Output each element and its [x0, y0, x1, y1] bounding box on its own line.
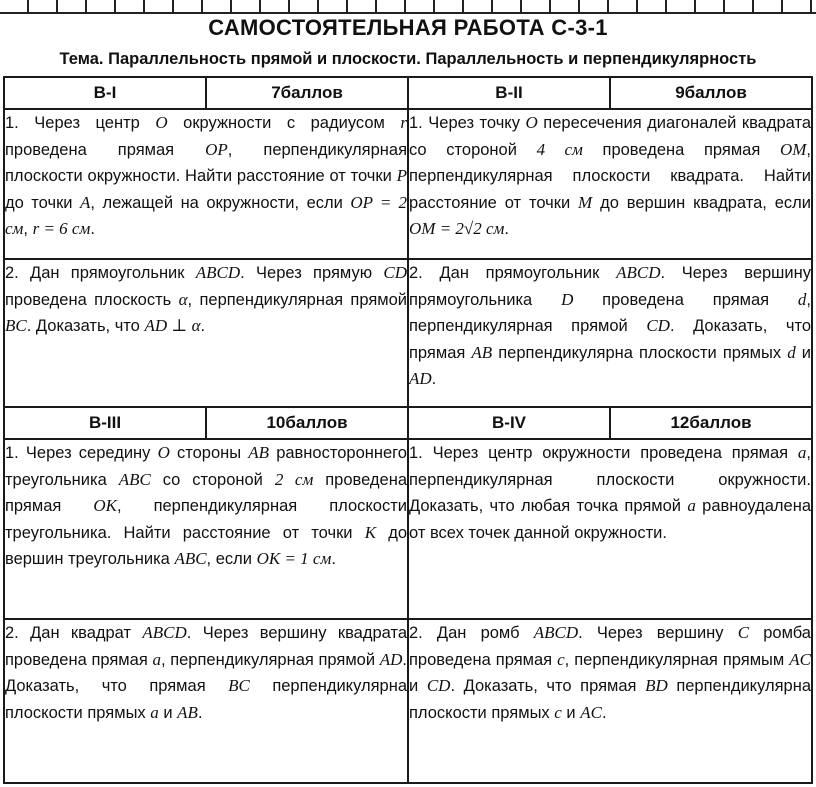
- top-ruler-strip: [0, 0, 816, 14]
- math-expression: 4 см: [536, 139, 583, 159]
- task-cell: 2. Дан ромб ABCD. Через вершину C ромба проведена прямая c, перпендикулярная прямым AC и CD. Доказать, что прямая BD перпендикулярна плоскости прямых c и AC.: [408, 619, 812, 783]
- header-row-variants-3-4: [4, 407, 812, 439]
- math-expression: BC: [228, 676, 250, 695]
- math-expression: ABCD: [533, 623, 579, 642]
- math-expression: BC: [5, 316, 27, 335]
- math-expression: a: [687, 496, 696, 515]
- math-expression: OK = 1 см: [256, 549, 332, 568]
- math-expression: ABCD: [616, 263, 661, 282]
- math-expression: M: [578, 192, 593, 212]
- math-expression: ABC: [174, 549, 207, 568]
- variant-4-points: 12баллов: [610, 407, 812, 439]
- math-expression: O: [155, 113, 168, 132]
- math-expression: BD: [645, 676, 668, 695]
- math-expression: K: [364, 522, 377, 542]
- math-expression: d: [787, 342, 796, 362]
- math-expression: α: [178, 289, 188, 309]
- variant-1-label: В-I: [4, 77, 206, 109]
- math-expression: OM: [779, 139, 807, 159]
- math-expression: OP = 2 см: [5, 192, 407, 238]
- variant-4-label: В-IV: [408, 407, 610, 439]
- math-expression: AD ⊥ α: [144, 316, 201, 335]
- task-cell: 1. Через центр O окружности с радиусом r проведена прямая OP, перпендикулярная плоскости окружности. Найти расстояние от точки P до точки A, лежащей на окружности, если OP = 2 см, r = 6 см.: [4, 109, 408, 259]
- math-expression: CD: [646, 316, 670, 335]
- math-expression: r: [400, 113, 408, 132]
- math-expression: AD: [379, 649, 403, 669]
- math-expression: r = 6 см: [32, 219, 91, 238]
- task-cell: 2. Дан квадрат ABCD. Через вершину квадрата проведена прямая a, перпендикулярная прямой AD. Доказать, что прямая BC перпендикулярна плоскости прямых a и AB.: [4, 619, 408, 783]
- math-expression: CD: [426, 676, 451, 695]
- math-expression: P: [396, 166, 407, 185]
- math-expression: A: [80, 192, 91, 212]
- task-cell: 1. Через центр окружности проведена прямая a, перпендикулярная плоскости окружности. Доказать, что любая точка прямой a равноудалена от всех точек данной окружности.: [408, 439, 812, 619]
- worksheet-topic: Тема. Параллельность прямой и плоскости. Параллельность и перпендикулярность: [59, 50, 757, 68]
- task-cell: 1. Через точку O пересечения диагоналей квадрата со стороной 4 см проведена прямая OM, перпендикулярная плоскости квадрата. Найти расстояние от точки M до вершин квадрата, если OM = 2√2 см.: [408, 109, 812, 259]
- task-cell: 2. Дан прямоугольник ABCD. Через прямую CD проведена плоскость α, перпендикулярная прямой BC. Доказать, что AD ⊥ α.: [4, 259, 408, 407]
- math-expression: C: [737, 623, 750, 642]
- math-expression: ABCD: [195, 263, 241, 282]
- math-expression: AB: [177, 702, 198, 722]
- task-cell: 2. Дан прямоугольник ABCD. Через вершину прямоугольника D проведена прямая d, перпендикулярная прямой CD. Доказать, что прямая AB перпендикулярна плоскости прямых d и AD.: [408, 259, 812, 407]
- variant-2-label: В-II: [408, 77, 610, 109]
- math-expression: AB: [248, 443, 270, 462]
- math-expression: CD: [383, 263, 407, 282]
- math-expression: c: [554, 702, 562, 722]
- task-row-2-variants-1-2: [4, 259, 812, 407]
- variant-2-points: 9баллов: [610, 77, 812, 109]
- math-expression: OM = 2√2 см: [409, 219, 505, 238]
- math-expression: c: [557, 649, 565, 669]
- variants-table: [3, 76, 813, 784]
- math-expression: ABCD: [142, 623, 187, 642]
- task-row-1-variants-3-4: [4, 439, 812, 619]
- math-expression: AC: [580, 702, 602, 722]
- math-expression: D: [561, 289, 574, 309]
- task-row-1-variants-1-2: [4, 109, 812, 259]
- math-expression: AB: [471, 342, 493, 362]
- math-expression: d: [797, 289, 807, 309]
- variant-1-points: 7баллов: [206, 77, 408, 109]
- math-expression: a: [797, 443, 807, 462]
- header-row-variants-1-2: [4, 77, 812, 109]
- math-expression: AD: [409, 369, 432, 388]
- math-expression: a: [150, 702, 159, 722]
- worksheet-title: САМОСТОЯТЕЛЬНАЯ РАБОТА С-3-1: [208, 15, 608, 40]
- task-cell: 1. Через середину O стороны AB равностороннего треугольника ABC со стороной 2 см проведена прямая OK, перпендикулярная плоскости треугольника. Найти расстояние от точки K до вершин треугольника ABC, если OK = 1 см.: [4, 439, 408, 619]
- variant-3-label: В-III: [4, 407, 206, 439]
- math-expression: ABC: [118, 469, 151, 489]
- math-expression: O: [157, 443, 170, 462]
- variant-3-points: 10баллов: [206, 407, 408, 439]
- math-expression: AC: [789, 649, 812, 669]
- math-expression: OP: [205, 139, 228, 159]
- math-expression: a: [152, 649, 161, 669]
- task-row-2-variants-3-4: [4, 619, 812, 783]
- math-expression: 2 см: [274, 469, 314, 489]
- math-expression: OK: [93, 496, 117, 515]
- math-expression: O: [525, 113, 538, 132]
